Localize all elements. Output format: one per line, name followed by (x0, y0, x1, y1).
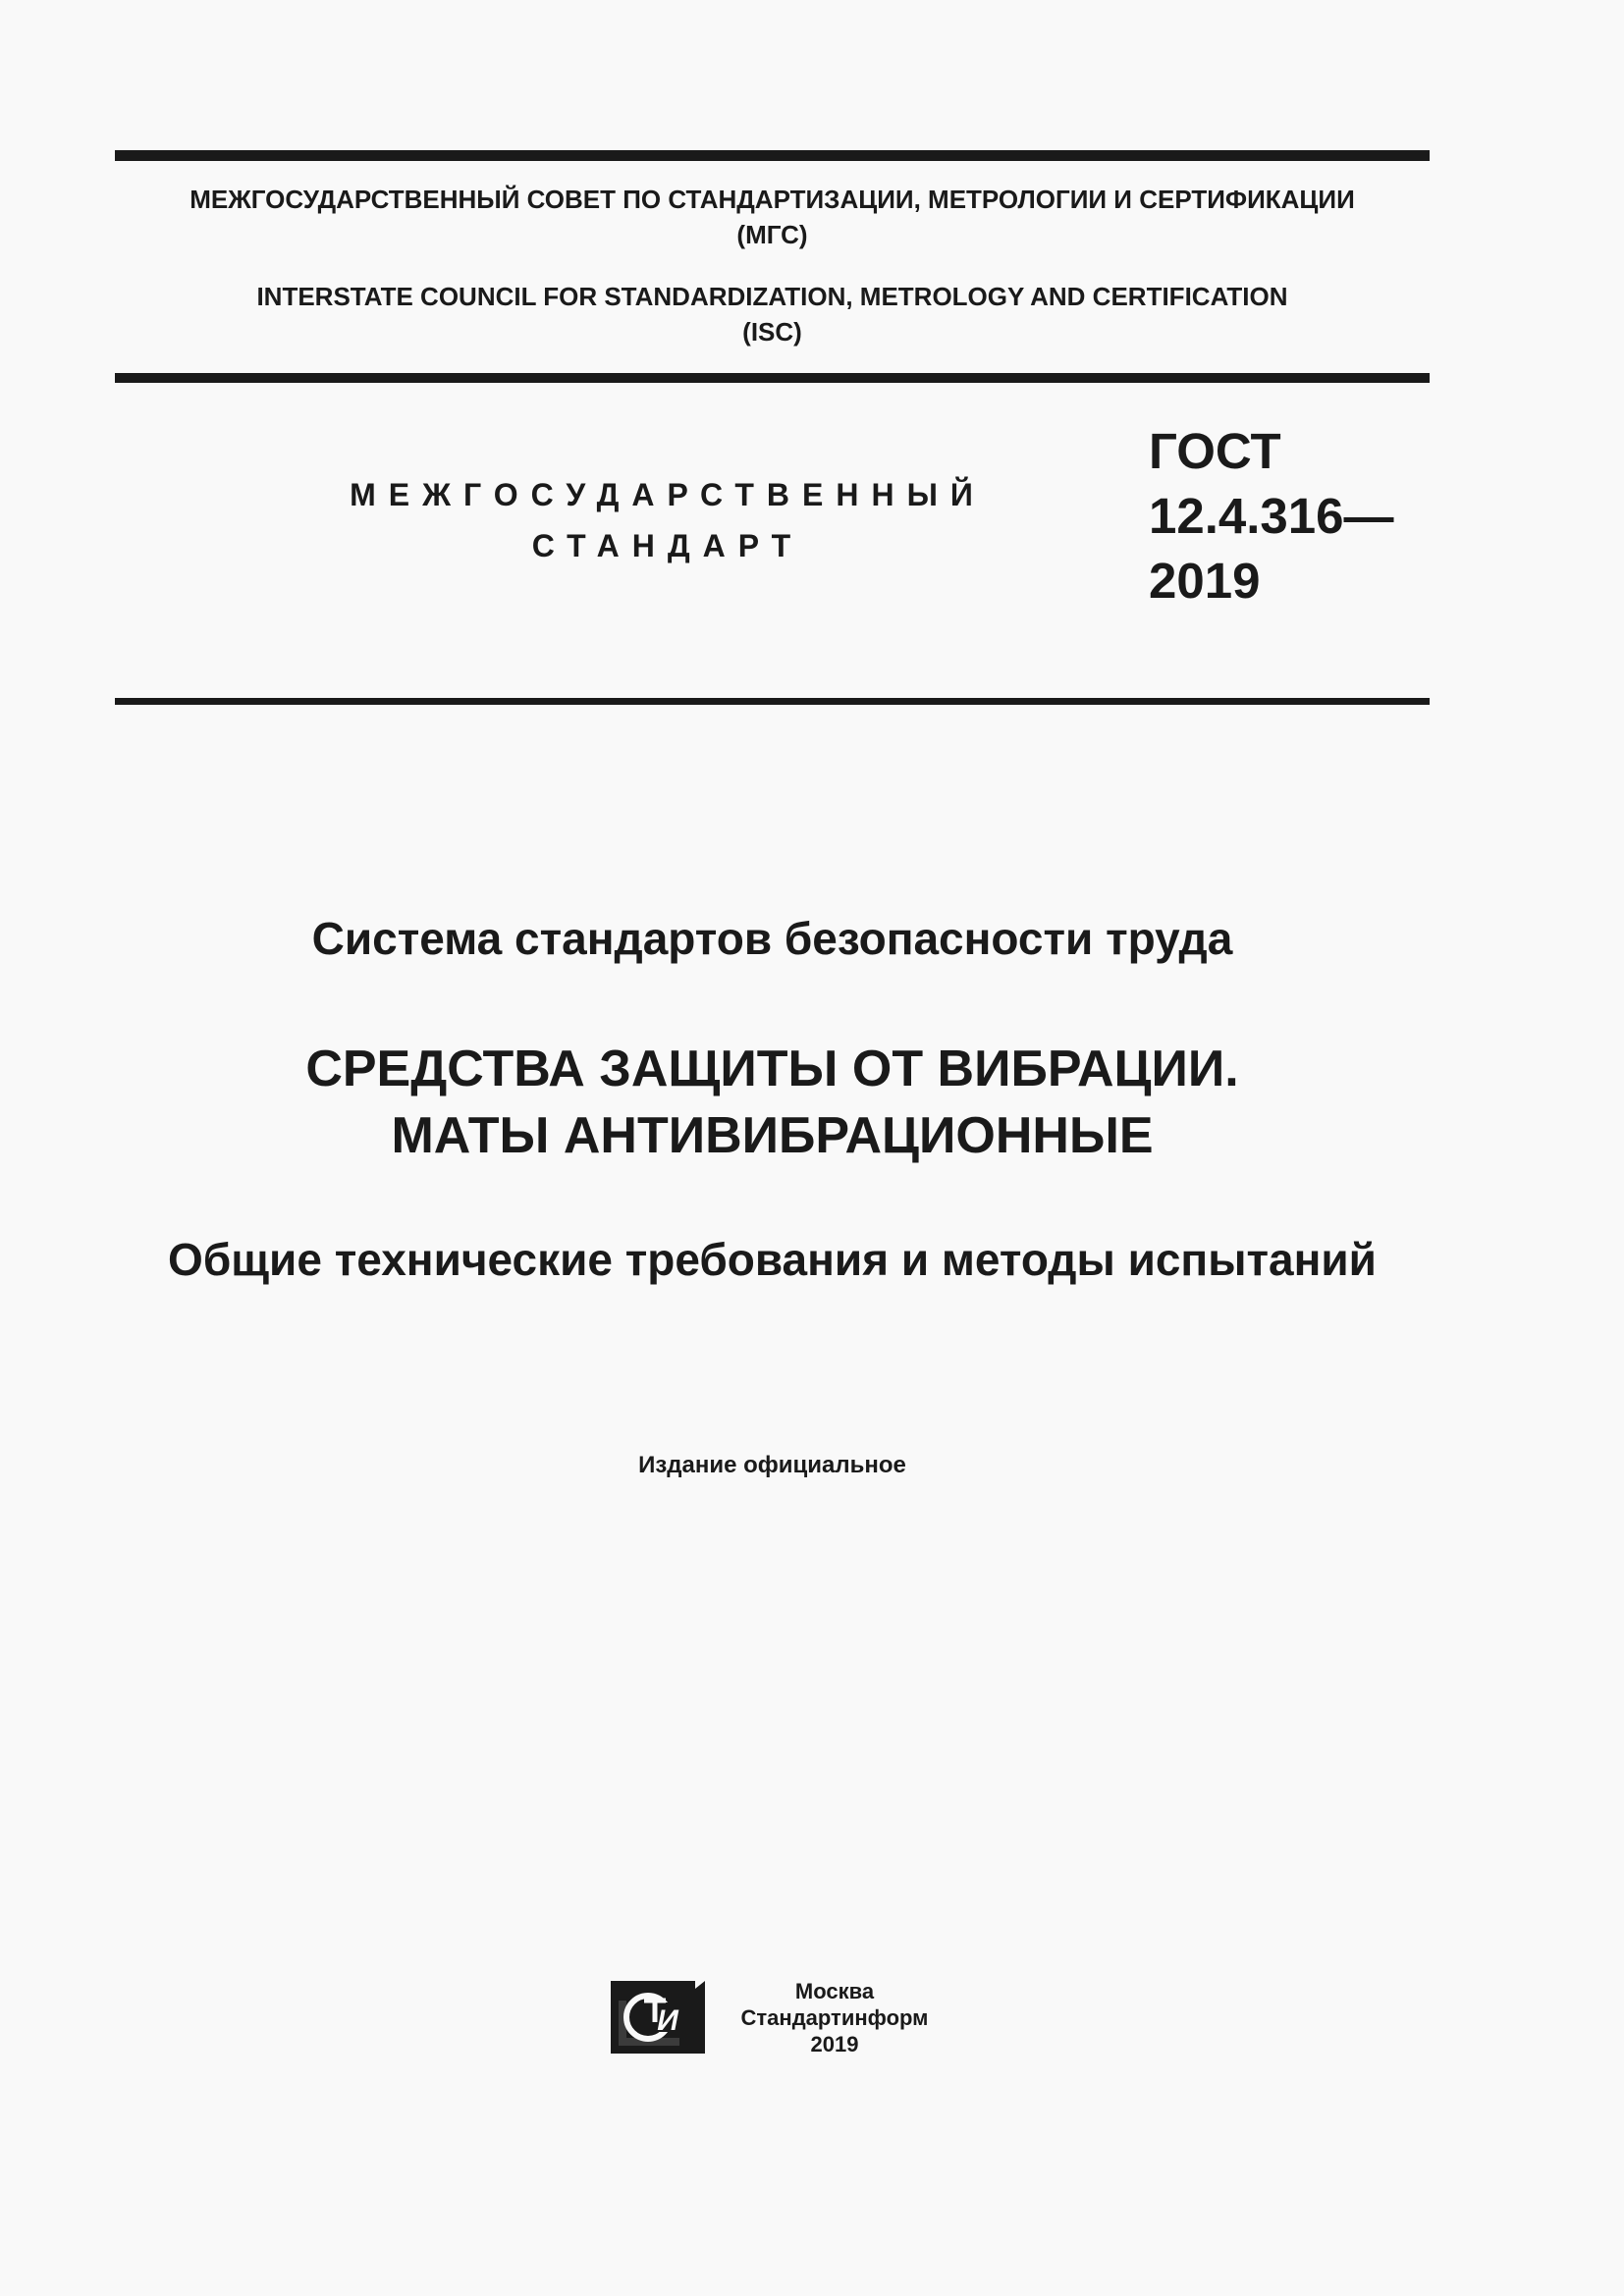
publisher-info (722, 1978, 947, 2057)
publisher-name: Стандартинформ (740, 2005, 929, 2030)
publisher-city: Москва (794, 1979, 875, 2003)
standartinform-logo-icon (611, 1981, 705, 2054)
standard-kind (295, 469, 1041, 571)
council-name-en (115, 279, 1430, 349)
standard-code-number: 12.4.316— (1149, 488, 1394, 544)
standard-kind-line2: СТАНДАРТ (531, 528, 804, 563)
publisher-year: 2019 (810, 2032, 859, 2056)
subtitle: Общие технические требования и методы испытаний (168, 1234, 1377, 1285)
svg-text:И: И (657, 2004, 678, 2037)
council-name-en-line: INTERSTATE COUNCIL FOR STANDARDIZATION, METROLOGY AND CERTIFICATION (256, 282, 1288, 311)
middle-rule (115, 373, 1430, 383)
standard-code-prefix: ГОСТ (1149, 423, 1281, 479)
bottom-rule (115, 698, 1430, 705)
edition-label: Издание официальное (638, 1452, 906, 1478)
council-abbr-ru: (МГС) (736, 220, 808, 249)
top-rule (115, 150, 1430, 161)
council-name-ru-line: МЕЖГОСУДАРСТВЕННЫЙ СОВЕТ ПО СТАНДАРТИЗАЦИИ, МЕТРОЛОГИИ И СЕРТИФИКАЦИИ (189, 185, 1355, 214)
series-title: Система стандартов безопасности труда (311, 913, 1233, 964)
council-name-ru (115, 182, 1430, 252)
standard-code-year: 2019 (1149, 553, 1261, 609)
council-abbr-en: (ISC) (742, 317, 802, 347)
standard-kind-line1: МЕЖГОСУДАРСТВЕННЫЙ (350, 477, 986, 512)
main-title-line2: МАТЫ АНТИВИБРАЦИОННЫЕ (391, 1107, 1154, 1164)
standard-code (1149, 419, 1394, 614)
main-title-line1: СРЕДСТВА ЗАЩИТЫ ОТ ВИБРАЦИИ. (305, 1041, 1239, 1097)
main-title (115, 1036, 1430, 1169)
